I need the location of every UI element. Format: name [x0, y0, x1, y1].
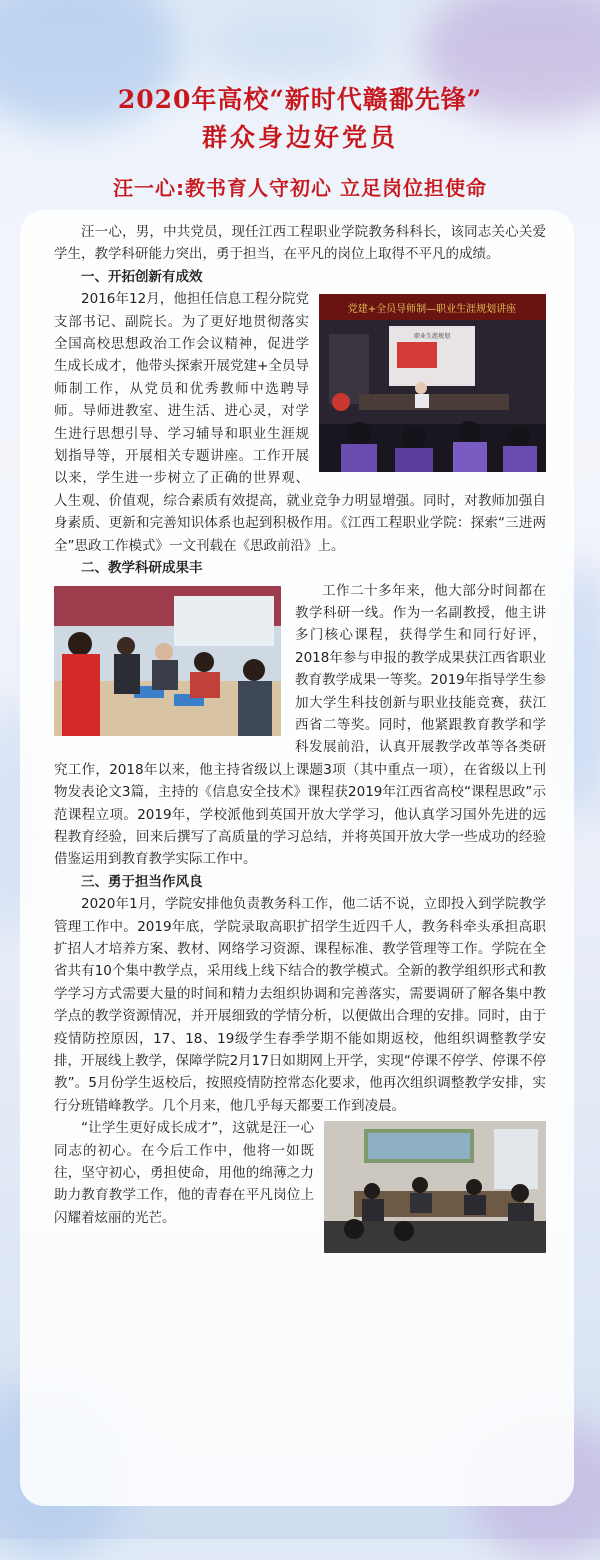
- intro-paragraph: 汪一心，男，中共党员，现任江西工程职业学院教务科科长，该同志关心关爱学生，教学科研能力突出，勇于担当，在平凡的岗位上取得不平凡的成绩。: [54, 224, 546, 263]
- section3-paragraph: 2020年1月，学院安排他负责教务科工作，他二话不说，立即投入到学院教学管理工作中。2019年底，学院录取高职扩招学生近四千人，教务科牵头承担高职扩招人才培养方案、教材、网络学习资源、课程标准、教学管理等工作。学院在全省共有10个集中教学点，采用线上线下结合的教学模式。全新的教学组织形式和教学学习方式需要大量的时间和精力去组织协调和完善落实，需要调研了解各集中教学点的教学资源情况，并开展细致的学情分析，以便做出合理的安排。同时，由于疫情防控原因，17、18、19级学生春季学期不能如期返校，他组织调整教学安排，开展线上教学，保障学院2月17日如期网上开学，实现“停课不停学、停课不停教”。5月份学生返校后，按照疫情防控常态化要求，他再次组织调整教学安排，实行分班错峰教学。几个月来，他几乎每天都要工作到凌晨。: [54, 896, 546, 1114]
- section2-heading: 二、教学科研成果丰: [81, 560, 203, 577]
- background-ink-blot: [200, 10, 380, 80]
- lecture-slide-text: 职业生涯规划: [413, 333, 451, 341]
- section1-paragraph: 2016年12月，他担任信息工程分院党支部书记、副院长。为了更好地贯彻落实全国高校思想政治工作会议精神，促进学生成长成才，他带头探索开展党建+全员导师制工作，从党员和优秀教师中选聘导师。导师进教室、进生活、进心灵，对学生进行思想引导、学习辅导和职业生涯规划指导等，开展相关专题讲座。工作开展以来，学生进一步树立了正确的世界观、人生观、价值观，综合素质有效提高，就业竞争力明显增强。同时，对教师加强自身素质、更新和完善知识体系也起到积极作用。《江西工程职业学院：探索“三进两全”思政工作模式》一文刊载在《思政前沿》上。: [54, 291, 546, 554]
- meeting-photo: [324, 1121, 546, 1253]
- lecture-photo: [319, 294, 546, 472]
- article-body: [54, 221, 546, 1255]
- page-title-line2: 群众身边好党员: [201, 123, 398, 152]
- closing-paragraph: “让学生更好成长成才”，这就是汪一心同志的初心。在今后工作中，他将一如既往，坚守初心，勇担使命，用他的绵薄之力助力教育教学工作，他的青春在平凡岗位上闪耀着炫丽的光芒。: [54, 1120, 314, 1226]
- section2-paragraph: 工作二十多年来，他大部分时间都在教学科研一线。作为一名副教授，他主讲多门核心课程，获得学生和同行好评，2018年参与申报的教学成果获江西省职业教育教学成果一等奖。2019年指导学生参加大学生科技创新与职业技能竞赛，获江西省二等奖。同时，他紧跟教育教学和学科发展前沿，认真开展教学改革等各类研究工作，2018年以来，他主持省级以上课题3项（其中重点一项），在省级以上刊物发表论文3篇，主持的《信息安全技术》课程获2019年江西省高校“课程思政”示范课程立项。2019年，学校派他到英国开放大学学习，他认真学习国外先进的远程教育经验，回来后撰写了高质量的学习总结，并将英国开放大学一些成功的经验借鉴运用到教育教学实际工作中。: [54, 582, 546, 868]
- lecture-banner-text: 党建+全员导师制—职业生涯规划讲座: [347, 304, 517, 316]
- section1-heading: 一、开拓创新有成效: [81, 268, 203, 285]
- classroom-photo: [54, 586, 281, 736]
- section3-heading: 三、勇于担当作风良: [81, 873, 203, 890]
- page-title-line1: 2020年高校“新时代赣鄱先锋”: [117, 85, 483, 114]
- page-subtitle: 汪一心:教书育人守初心 立足岗位担使命: [113, 176, 487, 200]
